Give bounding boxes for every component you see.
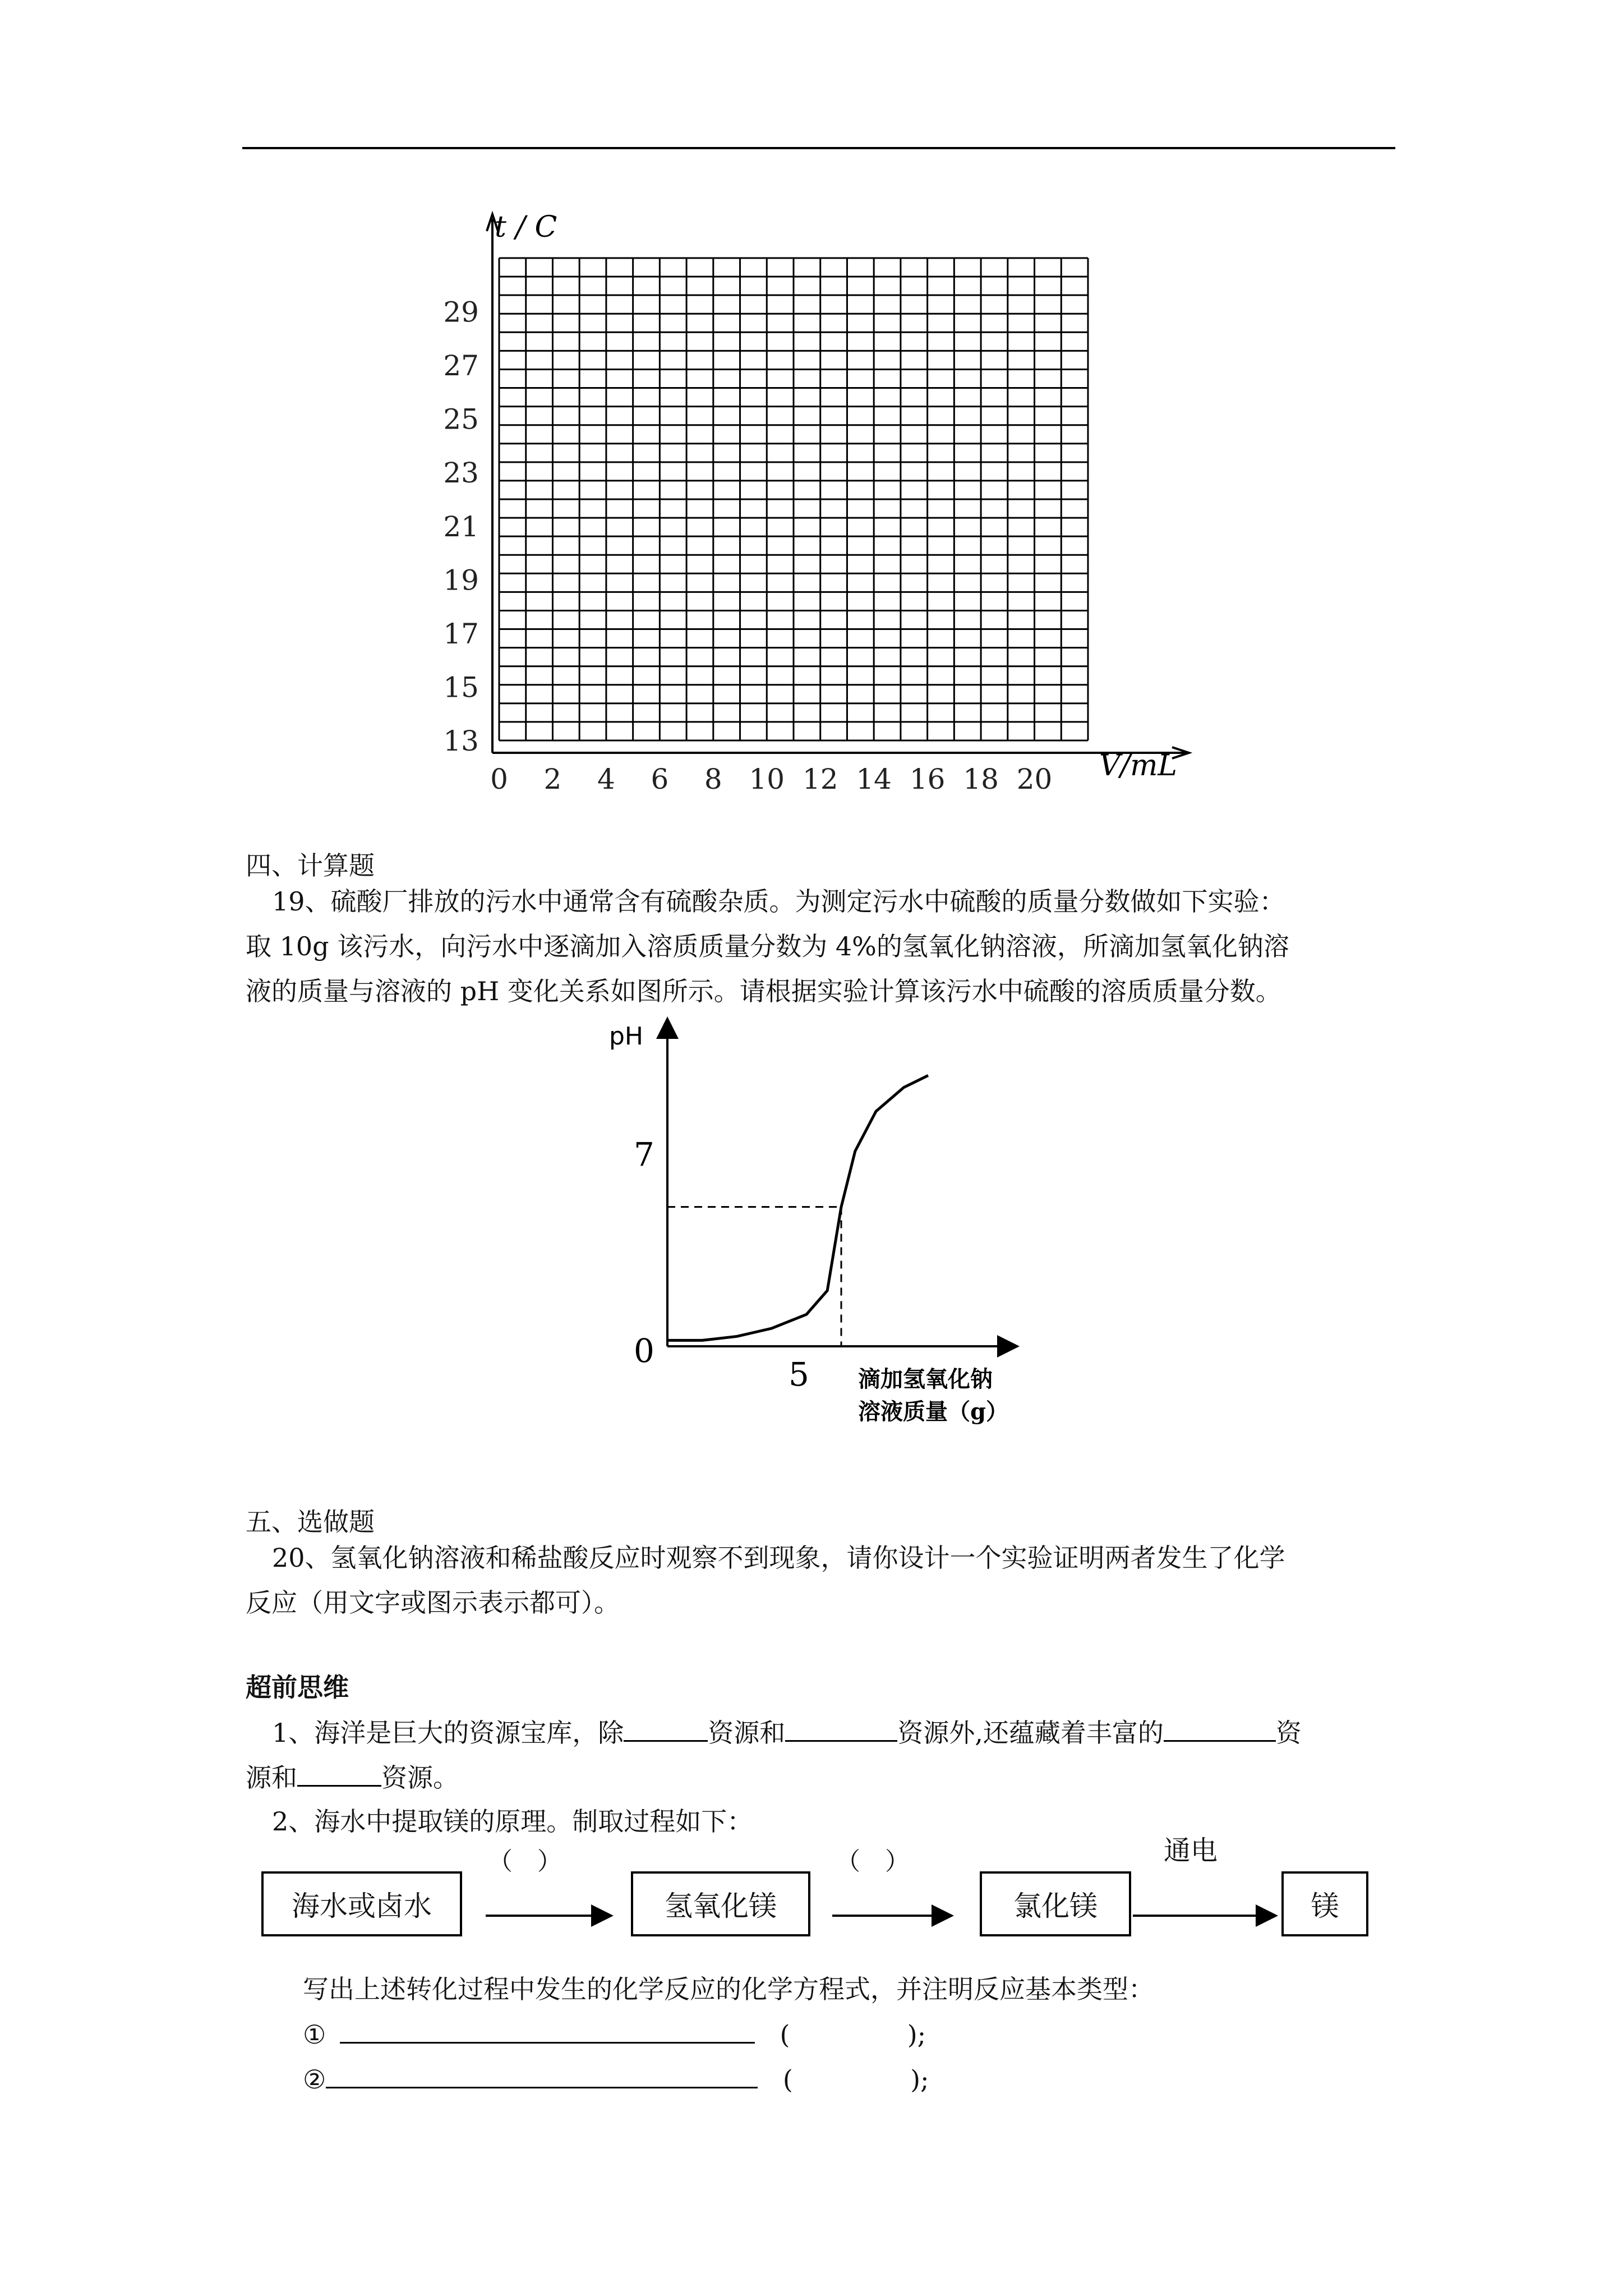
question-19-line: 取 10g 该污水，向污水中逐滴加入溶质质量分数为 4%的氢氧化钠溶液，所滴加氢氧化钠溶 — [246, 931, 1289, 961]
question-19 — [246, 879, 1289, 1014]
section-heading-thinking: 超前思维 — [246, 1672, 349, 1703]
answer-blank[interactable] — [297, 1755, 381, 1787]
q1-text: 源和 — [246, 1763, 297, 1793]
y-tick-7: 7 — [634, 1135, 654, 1174]
x-axis-label: V/mL — [1099, 749, 1177, 783]
x-axis-label-line-1: 滴加氢氧化钠 — [858, 1366, 993, 1392]
y-tick-label: 27 — [443, 349, 479, 383]
x-tick-label: 0 — [490, 763, 508, 795]
y-tick-label: 17 — [443, 617, 479, 650]
y-axis-label: t / C — [495, 210, 557, 244]
equation-marker: ② — [303, 2064, 326, 2095]
equation-instruction: 写出上述转化过程中发生的化学反应的化学方程式，并注明反应基本类型： — [303, 1974, 1154, 2004]
answer-blank[interactable] — [624, 1710, 708, 1742]
header-rule — [242, 147, 1395, 149]
question-1-line-1 — [272, 1710, 1302, 1755]
q1-text: 资源。 — [381, 1763, 459, 1793]
question-1-line-2 — [246, 1755, 459, 1800]
answer-blank[interactable] — [1164, 1710, 1276, 1742]
y-tick-label: 21 — [443, 510, 479, 543]
equation-row-1 — [303, 2012, 926, 2057]
x-axis-label-line-2: 溶液质量（g） — [858, 1398, 1008, 1425]
y-tick-label: 15 — [443, 671, 479, 704]
equation-blank[interactable] — [326, 2056, 758, 2088]
question-20-line: 20、氢氧化钠溶液和稀盐酸反应时观察不到现象，请你设计一个实验证明两者发生了化学 — [272, 1543, 1285, 1573]
x-tick-label: 6 — [651, 763, 669, 795]
question-19-line: 19、硫酸厂排放的污水中通常含有硫酸杂质。为测定污水中硫酸的质量分数做如下实验： — [272, 886, 1285, 917]
x-tick-label: 4 — [597, 763, 615, 795]
equation-marker: ① — [303, 2019, 326, 2050]
ph-curve — [667, 1075, 928, 1340]
flow-box-mg-chloride: 氯化镁 — [980, 1871, 1131, 1936]
type-paren-close: ); — [907, 2019, 926, 2050]
flow-arrow-label-3: 通电 — [1164, 1835, 1218, 1866]
section-heading-calculation: 四、计算题 — [246, 850, 375, 881]
flow-arrow-label-1: （ ） — [488, 1847, 562, 1876]
x-tick-label: 8 — [704, 763, 722, 795]
x-tick-label: 16 — [909, 763, 946, 795]
x-tick-5: 5 — [789, 1355, 809, 1393]
tick-labels — [443, 296, 1052, 795]
equation-row-2 — [303, 2056, 929, 2102]
q1-text: 资 — [1275, 1718, 1302, 1748]
x-tick-label: 10 — [749, 763, 785, 795]
q1-text: 资源和 — [708, 1718, 786, 1748]
q1-text: 资源外,还蕴藏着丰富的 — [897, 1718, 1164, 1748]
y-tick-label: 29 — [443, 296, 479, 329]
x-tick-label: 12 — [802, 763, 838, 795]
x-tick-label: 14 — [856, 763, 892, 795]
temperature-volume-grid-chart — [426, 202, 1223, 797]
flow-arrows — [460, 1885, 1290, 1930]
flow-box-seawater: 海水或卤水 — [261, 1871, 462, 1936]
flow-box-magnesium: 镁 — [1281, 1871, 1368, 1936]
section-heading-optional: 五、选做题 — [246, 1507, 375, 1537]
x-tick-label: 2 — [543, 763, 562, 795]
type-paren-close: ); — [910, 2064, 929, 2095]
y-tick-0: 0 — [634, 1332, 654, 1370]
question-20-line: 反应（用文字或图示表示都可）。 — [246, 1588, 620, 1618]
x-tick-label: 20 — [1016, 763, 1053, 795]
x-tick-label: 18 — [963, 763, 999, 795]
y-tick-label: 19 — [443, 564, 479, 597]
grid-lines — [499, 258, 1088, 740]
flow-box-mg-hydroxide: 氢氧化镁 — [631, 1871, 810, 1936]
y-tick-label: 23 — [443, 457, 479, 490]
q1-text: 1、海洋是巨大的资源宝库，除 — [272, 1718, 624, 1748]
y-axis-label: pH — [609, 1022, 644, 1051]
equation-blank[interactable] — [340, 2012, 755, 2044]
question-2: 2、海水中提取镁的原理。制取过程如下： — [272, 1806, 753, 1837]
type-paren-open: ( — [782, 2064, 793, 2095]
question-19-line: 液的质量与溶液的 pH 变化关系如图所示。请根据实验计算该污水中硫酸的溶质质量分数。 — [246, 976, 1281, 1006]
ph-curve-chart — [589, 1010, 1054, 1447]
question-20 — [246, 1535, 1285, 1625]
y-tick-label: 13 — [443, 725, 479, 757]
y-tick-label: 25 — [443, 403, 479, 436]
flow-arrow-label-2: （ ） — [836, 1847, 910, 1876]
answer-blank[interactable] — [785, 1710, 897, 1742]
type-paren-open: ( — [780, 2019, 790, 2050]
